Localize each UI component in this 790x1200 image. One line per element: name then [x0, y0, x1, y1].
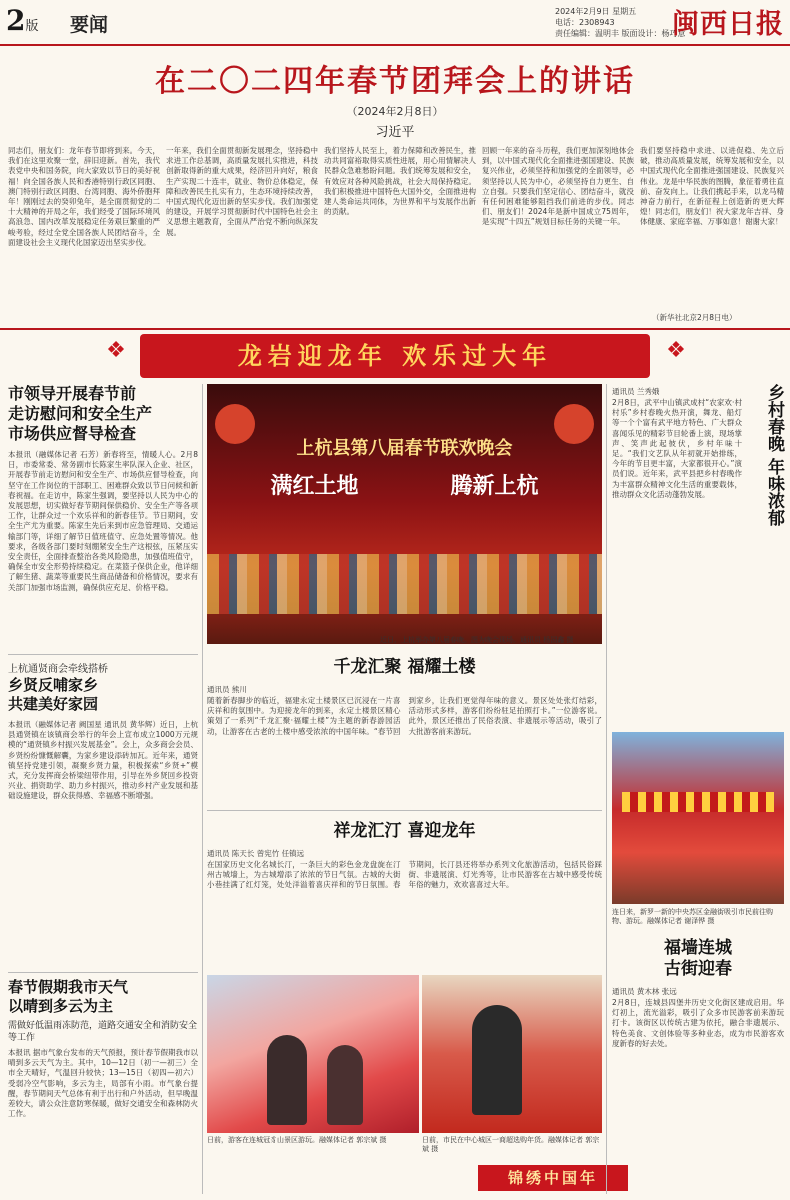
- column-rule: [606, 384, 607, 1194]
- person-icon: [267, 1035, 307, 1125]
- liancheng-headline: 福墙连城 古街迎春: [664, 938, 732, 979]
- qianlong-headline: 千龙汇聚 福耀土楼: [333, 657, 476, 677]
- dragon-decoration-icon: [554, 404, 594, 444]
- chunwan-body: 2月8日，武平中山镇武成村“农家欢·村村乐”乡村春晚火热开演，舞龙、船灯等一个个富有武平地方特色、广大群众喜闻乐见的精彩节目轮番上演，现场掌声、笑声此起彼伏，乡村年味十足。“我们文艺队从年初就开始排练，今年的节目更丰富，大家都很开心。”演员们说。近年来，武平县把乡村春晚作为丰富群众精神文化生活的重要载体，推动群众文化活动蓬勃发展。: [612, 398, 742, 499]
- speech-column-5: 我们要坚持稳中求进、以进促稳、先立后破，推动高质量发展，统筹发展和安全，以中国式现代化全面推进强国建设、民族复兴伟业。龙是中华民族的图腾，象征着勇往直前、奋发向上。让我们携起手来，以龙马精神奋力前行，在新征程上创造新的更大辉煌！同志们，朋友们！祝大家龙年吉祥、身体健康、家庭幸福、万事如意！谢谢大家！: [640, 146, 784, 227]
- xiangxian-kicker: 上杭通贤商会牵线搭桥: [8, 664, 108, 675]
- person-icon: [327, 1045, 363, 1125]
- feature-banner: [140, 334, 650, 378]
- xianglong-body: 在国家历史文化名城长汀，一条巨大的彩色金龙盘旋在汀州古城墙上，为古城增添了浓浓的节日气氛。古城的大街小巷挂满了红灯笼，处处洋溢着喜庆祥和的节日氛围。春节期间，长汀县还将举办系列文化旅游活动，包括民俗踩街、非遗展演、灯光秀等，让市民游客在古城中感受传统年俗的魅力，欢欢喜喜过大年。: [207, 860, 602, 890]
- shopping-photo-caption: 日前，市民在中心城区一商超选购年货。融媒体记者 郭宗斌 摄: [422, 1136, 600, 1153]
- column-rule: [202, 384, 203, 1194]
- new-year-stamp: 锦绣中国年: [478, 1165, 628, 1191]
- speech-title: 在二〇二四年春节团拜会上的讲话: [155, 64, 635, 99]
- speech-column-4: 回顾一年来的奋斗历程，我们更加深刻地体会到，以中国式现代化全面推进强国建设、民族复兴伟业，必须坚持和加强党的全面领导，必须坚持以人民为中心，必须坚持自力更生、自立自强。只要我们坚定信心、团结奋斗，就没有任何困难能够阻挡我们前进的步伐。同志们、朋友们！2024年是新中国成立75周年，是实现“十四五”规划目标任务的关键一年。: [482, 146, 634, 227]
- street-photo: [612, 732, 784, 904]
- city-article-headline: 市领导开展春节前 走访慰问和安全生产 市场供应督导检查: [8, 384, 153, 443]
- weather-body: 本报讯 据市气象台发布的天气预报，预计春节假期我市以晴到多云天气为主。其中，10—12日（初一—初三）全市全天晴好，气温回升较快；13—15日（初四—初六）受弱冷空气影响，多云为主，局部有小雨。市气象台提醒，春节期间天气总体有利于出行和户外活动，但早晚温差较大，请公众注意防寒保暖，做好交通安全和森林防火工作。: [8, 1048, 198, 1119]
- header-meta: [555, 6, 686, 39]
- chunwan-byline: 通讯员 兰秀娥: [612, 387, 660, 396]
- speech-date: （2024年2月8日）: [346, 105, 444, 118]
- section-title: 要闻: [70, 14, 109, 36]
- header-phone: 电话：2308943: [555, 18, 615, 27]
- xianglong-byline: 通讯员 陈天长 曾宪竹 任镇远: [207, 849, 305, 858]
- stage-title: 上杭县第八届春节联欢晚会: [296, 438, 513, 459]
- tourists-photo-caption: 日前，游客在连城冠豸山景区游玩。融媒体记者 郭宗斌 摄: [207, 1136, 387, 1144]
- liancheng-byline: 通讯员 黄木林 张远: [612, 987, 677, 996]
- speech-column-3: 我们坚持人民至上，着力保障和改善民生，推动共同富裕取得实质性进展，用心用情解决人民群众急难愁盼问题。我们统筹发展和安全，有效应对各种风险挑战，社会大局保持稳定。我们积极推进中国特色大国外交，全面推进构建人类命运共同体，为世界和平与发展作出新的贡献。: [324, 146, 476, 217]
- divider: [8, 654, 198, 655]
- shopper-icon: [472, 1005, 522, 1115]
- stage-slogan-right: 腾新上杭: [450, 474, 539, 499]
- xiangxian-headline: 乡贤反哺家乡 共建美好家园: [8, 676, 99, 713]
- speech-column-1: 同志们，朋友们：龙年春节即将到来。今天，我们在这里欢聚一堂，辞旧迎新。首先，我代表党中央和国务院，向大家致以节日的美好祝福！向全国各族人民和香港特别行政区同胞、澳门特别行政区同胞、台湾同胞、海外侨胞拜年！刚刚过去的癸卯兔年，是全面贯彻党的二十大精神的开局之年，我们经受了国际环境风高浪急、国内改革发展稳定任务艰巨繁重的严峻考验，经过全党全国各族人民团结奋斗，全面建设社会主义现代化国家迈出坚实步伐。: [8, 146, 160, 247]
- qianlong-byline: 通讯员 熊川: [207, 685, 247, 694]
- speech-source: （新华社北京2月8日电）: [652, 313, 737, 322]
- page-header: [0, 0, 790, 46]
- header-date: 2024年2月9日 星期五: [555, 7, 637, 16]
- speech-author: 习近平: [375, 125, 415, 140]
- gala-photo-caption: 近日，上杭举办第八届春晚。图为晚会现场。通讯员 杨国鑫 摄: [380, 636, 574, 644]
- shopping-photo: [422, 975, 602, 1133]
- lantern-right-icon: ❖: [666, 338, 686, 363]
- street-photo-caption: 连日来，新罗一新的中央苏区金融街吸引市民前往购物、游玩。融媒体记者 谢泽铧 摄: [612, 908, 773, 925]
- liancheng-body: 2月8日，连城县四堡井历史文化街区建成启用。华灯初上，流光溢彩，吸引了众多市民游客前来游玩打卡。该街区以传统古建为依托，融合非遗展示、特色美食、文创体验等多种业态，成为市民游客欢度新春的好去处。: [612, 998, 784, 1048]
- banner-text: 龙岩迎龙年 欢乐过大年: [237, 341, 553, 370]
- newspaper-logo: 闽西日报: [672, 9, 784, 40]
- stage-slogan-left: 满红土地: [270, 474, 359, 499]
- dragon-decoration-icon: [215, 404, 255, 444]
- lantern-left-icon: ❖: [106, 338, 126, 363]
- chunwan-headline: 乡村春晚 年味浓郁: [764, 384, 784, 526]
- spring-gala-photo: [207, 384, 602, 644]
- section-divider: [0, 328, 790, 330]
- lantern-row-icon: [622, 792, 774, 812]
- qianlong-body: 随着新春脚步的临近，福建永定土楼景区已沉浸在一片喜庆祥和的氛围中。为迎接龙年的到来，永定土楼景区精心策划了一系列“千龙汇聚·福耀土楼”为主题的新春游园活动，让游客在古老的土楼中感受浓浓的中国年味。“春节回到家乡，让我们更觉得年味的意义。景区处处张灯结彩，活动形式多样，游客们纷纷驻足拍照打卡。”一位游客说。此外，景区还推出了民俗表演、非遗展示等活动，吸引了大批游客前来游玩。: [207, 696, 602, 736]
- performers-icon: [207, 554, 602, 614]
- weather-headline: 春节假期我市天气 以晴到多云为主: [8, 978, 129, 1015]
- divider: [8, 972, 198, 973]
- speech-column-2: 一年来，我们全面贯彻新发展理念，坚持稳中求进工作总基调，高质量发展扎实推进，科技创新取得新的重大成果，经济回升向好，粮食生产实现二十连丰，就业、物价总体稳定，保障和改善民生扎实有力，生态环境持续改善，中国式现代化迈出新的坚实步伐。我们加强党的建设，开展学习贯彻新时代中国特色社会主义思想主题教育，全面从严治党不断向纵深发展。: [166, 146, 318, 237]
- header-editor: 责任编辑：温明丰 版面设计：杨巧意: [555, 29, 686, 38]
- xianglong-headline: 祥龙汇汀 喜迎龙年: [333, 821, 476, 841]
- page-number: 2版: [6, 4, 39, 37]
- xiangxian-body: 本报讯（融媒体记者 阙国星 通讯员 黄华辉）近日，上杭县通贤镇在该镇商会举行的年会上宣布成立1000万元规模的“通贤镇乡村振兴发展基金”。会上，众多商会会员、乡贤纷纷慷慨解囊，为家乡建设添砖加瓦。近年来，通贤镇坚持党建引领，凝聚乡贤力量，积极探索“乡贤+”模式，充分发挥商会桥梁纽带作用，引导在外乡贤回乡投资兴业、捐资助学、助力乡村振兴，推动乡村产业发展和基础设施建设，群众获得感、幸福感不断增强。: [8, 720, 198, 801]
- tourists-photo: [207, 975, 419, 1133]
- weather-subtitle: 需做好低温雨冻防范，道路交通安全和消防安全等工作: [8, 1021, 198, 1043]
- city-article-body: 本报讯（融媒体记者 石芳）新春将至，情暖人心。2月8日，市委常委、常务副市长陈家生率队深入企业、社区，开展春节前走访慰问和安全生产、市场供应督导检查，向坚守在工作岗位的干部职工、困难群众致以节日问候和新春祝福。在走访中，陈家生强调，要坚持以人民为中心的发展思想，切实做好春节期间保供稳价、安全生产等各项工作，让群众过一个欢乐祥和的新春佳节。节日期间，安全生产尤为重要。陈家生先后来到市应急管理局、交通运输部门等，详细了解节日值班值守、应急处置等情况。他要求，各级各部门要时刻绷紧安全生产这根弦，压紧压实安全责任，全面排查整治各类风险隐患，加强值班值守，确保全市安全形势持续稳定。在菜篮子保供企业，他详细了解生猪、蔬菜等重要民生商品储备和价格情况，要求有关部门加强市场监测，确保供应充足、价格平稳。: [8, 450, 198, 592]
- divider: [207, 810, 602, 811]
